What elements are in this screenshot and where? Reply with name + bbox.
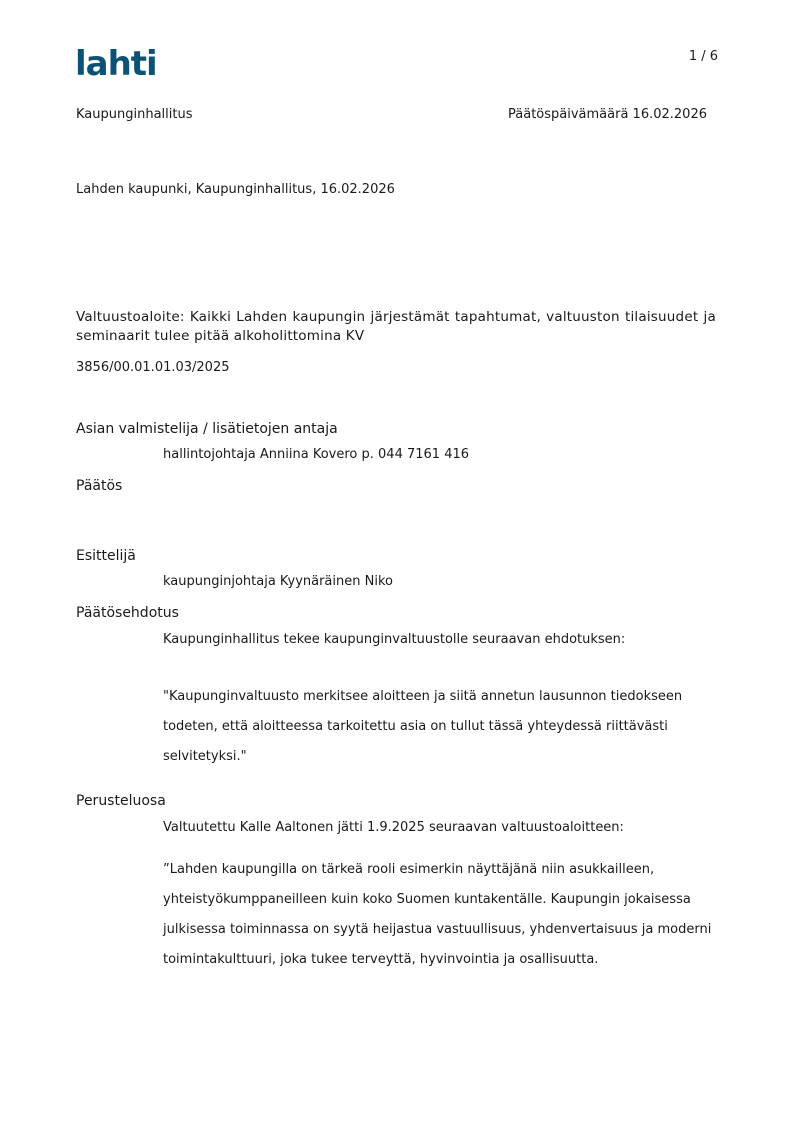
preparer-value: hallintojohtaja Anniina Kovero p. 044 7161 416 bbox=[163, 447, 470, 462]
reasoning-quote-line: ”Lahden kaupungilla on tärkeä rooli esimerkin näyttäjänä niin asukkailleen, bbox=[163, 862, 655, 877]
section-label-reasoning: Perusteluosa bbox=[76, 793, 166, 809]
proposal-quote-line: todeten, että aloitteessa tarkoitettu asia on tullut tässä yhteydessä riittävästi bbox=[163, 719, 668, 734]
reasoning-quote-line: julkisessa toiminnassa on syytä heijastua vastuullisuus, yhdenvertaisuus ja moderni bbox=[163, 922, 712, 937]
reasoning-intro: Valtuutettu Kalle Aaltonen jätti 1.9.2025 seuraavan valtuustoaloitteen: bbox=[163, 820, 624, 835]
proposal-quote-line: "Kaupunginvaltuusto merkitsee aloitteen ja siitä annetun lausunnon tiedokseen bbox=[163, 689, 683, 704]
section-label-preparer: Asian valmistelija / lisätietojen antaja bbox=[76, 421, 338, 437]
page-number: 1 / 6 bbox=[688, 49, 718, 64]
decision-date: Päätöspäivämäärä 16.02.2026 bbox=[508, 107, 707, 122]
lahti-logo: lahti bbox=[75, 44, 157, 84]
section-label-proposal: Päätösehdotus bbox=[76, 605, 179, 621]
proposal-intro: Kaupunginhallitus tekee kaupunginvaltuustolle seuraavan ehdotuksen: bbox=[163, 632, 626, 647]
diary-number: 3856/00.01.01.03/2025 bbox=[76, 360, 230, 375]
reasoning-quote bbox=[163, 855, 723, 975]
reasoning-quote-line: toimintakulttuuri, joka tukee terveyttä, hyvinvointia ja osallisuutta. bbox=[163, 952, 599, 967]
proposal-quote bbox=[163, 682, 723, 772]
organ-name: Kaupunginhallitus bbox=[76, 107, 193, 122]
document-subline: Lahden kaupunki, Kaupunginhallitus, 16.02.2026 bbox=[76, 182, 395, 197]
reasoning-quote-line: yhteistyökumppaneilleen kuin koko Suomen kuntakentälle. Kaupungin jokaisessa bbox=[163, 892, 691, 907]
document-title: Valtuustoaloite: Kaikki Lahden kaupungin järjestämät tapahtumat, valtuuston tilaisuudet ja seminaarit tulee pitää alkoholittomina KV bbox=[76, 309, 716, 344]
presenter-value: kaupunginjohtaja Kyynäräinen Niko bbox=[163, 574, 393, 589]
proposal-quote-line: selvitetyksi." bbox=[163, 749, 247, 764]
section-label-presenter: Esittelijä bbox=[76, 548, 136, 564]
section-label-decision: Päätös bbox=[76, 478, 123, 494]
